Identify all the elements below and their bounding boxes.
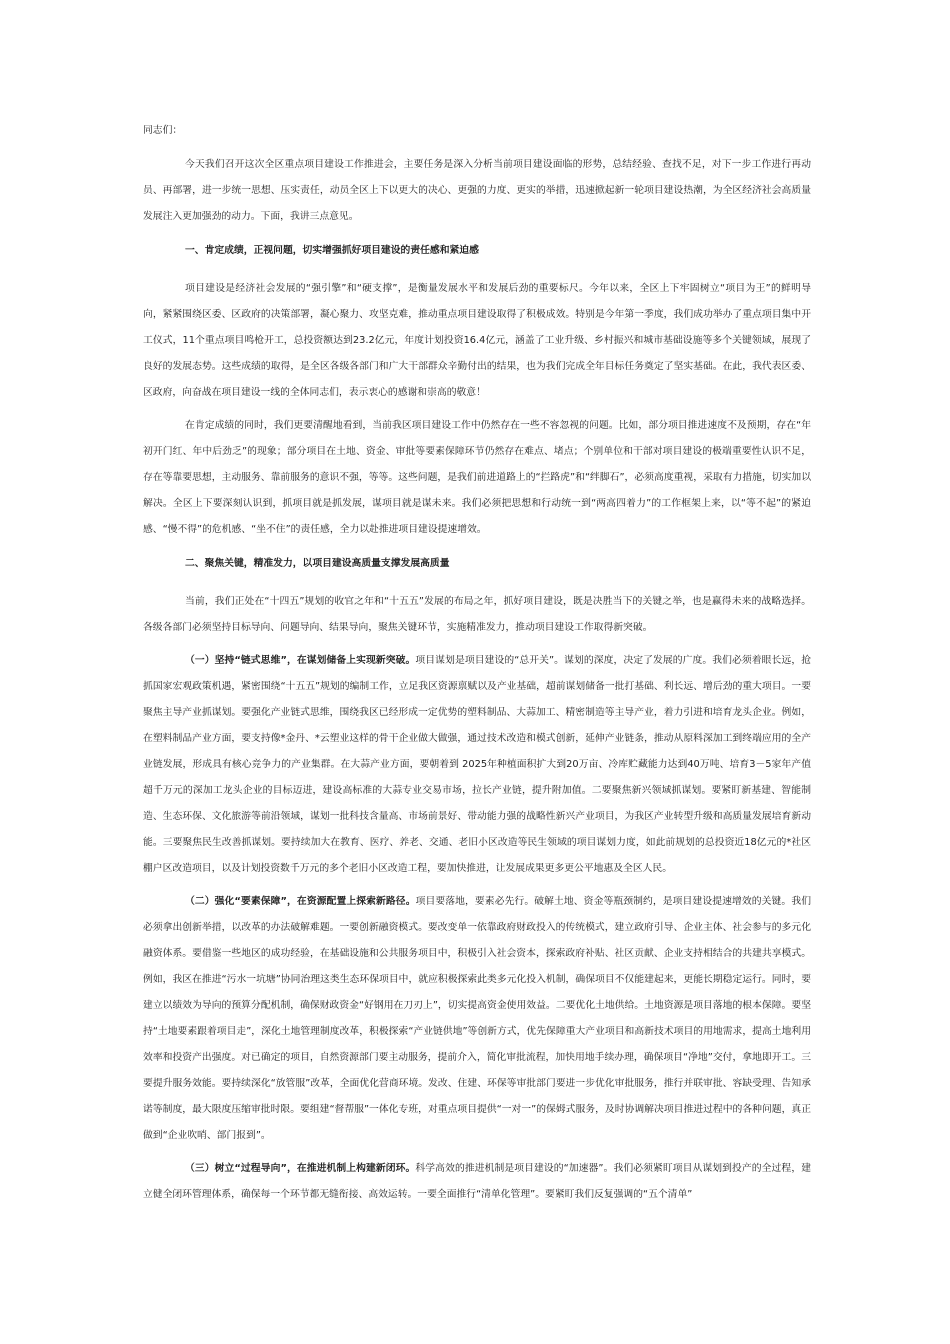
section-2-intro: 当前，我们正处在“十四五”规划的收官之年和“十五五”发展的布局之年，抓好项目建设，既是决胜当下的关键之举，也是赢得未来的战略选择。各级各部门必须坚持目标导向、问题导向、结果导向，聚焦关键环节，实施精准发力，推动项目建设工作取得新突破。: [143, 596, 811, 633]
subsection-1-lead: （一）坚持“链式思维”，在谋划储备上实现新突破。: [185, 655, 416, 666]
section-1-heading: 一、肯定成绩，正视问题，切实增强抓好项目建设的责任感和紧迫感: [185, 245, 479, 256]
section-1-paragraph-1: 项目建设是经济社会发展的“强引擎”和“硬支撑”，是衡量发展水平和发展后劲的重要标尺。今年以来，全区上下牢固树立“项目为王”的鲜明导向，紧紧围绕区委、区政府的决策部署，凝心聚力、攻坚克难，推动重点项目建设取得了积极成效。特别是今年第一季度，我们成功举办了重点项目集中开工仪式，11个重点项目鸣枪开工，总投资额达到23.2亿元，年度计划投资16.4亿元，涵盖了工业升级、乡村振兴和城市基础设施等多个关键领域，展现了良好的发展态势。这些成绩的取得，是全区各级各部门和广大干部群众辛勤付出的结果，也为我们完成全年目标任务奠定了坚实基础。在此，我代表区委、区政府，向奋战在项目建设一线的全体同志们，表示衷心的感谢和崇高的敬意！: [143, 283, 811, 398]
document-body: [143, 118, 811, 1215]
intro-paragraph: 今天我们召开这次全区重点项目建设工作推进会，主要任务是深入分析当前项目建设面临的形势，总结经验、查找不足，对下一步工作进行再动员、再部署，进一步统一思想、压实责任，动员全区上下以更大的决心、更强的力度、更实的举措，迅速掀起新一轮项目建设热潮，为全区经济社会高质量发展注入更加强劲的动力。下面，我讲三点意见。: [143, 159, 811, 222]
subsection-1-text: 项目谋划是项目建设的“总开关”。谋划的深度，决定了发展的广度。我们必须着眼长远，抢抓国家宏观政策机遇，紧密围绕“十五五”规划的编制工作，立足我区资源禀赋以及产业基础，超前谋划储备一批打基础、利长远、增后劲的重大项目。一要聚焦主导产业抓谋划。要强化产业链式思维，围绕我区已经形成一定优势的塑料制品、大蒜加工、精密制造等主导产业，着力引进和培育龙头企业。例如，在塑料制品产业方面，要支持像*金丹、*云塑业这样的骨干企业做大做强，通过技术改造和模式创新，延伸产业链条，推动从原料深加工到终端应用的全产业链发展，形成具有核心竞争力的产业集群。在大蒜产业方面，要朝着到 2025年种植面积扩大到20万亩、冷库贮藏能力达到40万吨、培育3－5家年产值超千万元的深加工龙头企业的目标迈进，建设高标准的大蒜专业交易市场，拉长产业链，提升附加值。二要聚焦新兴领域抓谋划。要紧盯新基建、智能制造、生态环保、文化旅游等前沿领域，谋划一批科技含量高、市场前景好、带动能力强的战略性新兴产业项目，为我区产业转型升级和高质量发展培育新动能。三要聚焦民生改善抓谋划。要持续加大在教育、医疗、养老、交通、老旧小区改造等民生领域的项目谋划力度，如此前规划的总投资近18亿元的*社区棚户区改造项目，以及计划投资数千万元的多个老旧小区改造工程，要加快推进，让发展成果更多更公平地惠及全区人民。: [143, 655, 811, 874]
section-2-heading: 二、聚焦关键，精准发力，以项目建设高质量支撑发展高质量: [185, 558, 450, 569]
subsection-3: [143, 1156, 811, 1208]
subsection-1: [143, 648, 811, 882]
section-1-paragraph-2: 在肯定成绩的同时，我们更要清醒地看到，当前我区项目建设工作中仍然存在一些不容忽视的问题。比如，部分项目推进速度不及预期，存在“年初开门红、年中后劲乏”的现象；部分项目在土地、资金、审批等要素保障环节仍然存在难点、堵点；个别单位和干部对项目建设的极端重要性认识不足，存在等靠要思想，主动服务、靠前服务的意识不强，等等。这些问题，是我们前进道路上的“拦路虎”和“绊脚石”，必须高度重视，采取有力措施，切实加以解决。全区上下要深刻认识到，抓项目就是抓发展，谋项目就是谋未来。我们必须把思想和行动统一到“两高四着力”的工作框架上来，以“等不起”的紧迫感、“慢不得”的危机感、“坐不住”的责任感，全力以赴推进项目建设提速增效。: [143, 420, 811, 535]
salutation: 同志们：: [143, 125, 183, 136]
subsection-3-lead: （三）树立“过程导向”，在推进机制上构建新闭环。: [185, 1163, 416, 1174]
subsection-2: [143, 889, 811, 1149]
subsection-2-text: 项目要落地，要素必先行。破解土地、资金等瓶颈制约，是项目建设提速增效的关键。我们必须拿出创新举措，以改革的办法破解难题。一要创新融资模式。要改变单一依靠政府财政投入的传统模式，建立政府引导、企业主体、社会参与的多元化融资体系。要借鉴一些地区的成功经验，在基础设施和公共服务项目中，积极引入社会资本，探索政府补贴、社区贡献、企业支持相结合的共建共享模式。例如，我区在推进“污水一坑塘”协同治理这类生态环保项目中，就应积极探索此类多元化投入机制，确保项目不仅能建起来，更能长期稳定运行。同时，要建立以绩效为导向的预算分配机制，确保财政资金“好钢用在刀刃上”，切实提高资金使用效益。二要优化土地供给。土地资源是项目落地的根本保障。要坚持“土地要素跟着项目走”，深化土地管理制度改革，积极探索“产业链供地”等创新方式，优先保障重大产业项目和高新技术项目的用地需求，提高土地利用效率和投资产出强度。对已确定的项目，自然资源部门要主动服务，提前介入，简化审批流程，加快用地手续办理，确保项目“净地”交付，拿地即开工。三要提升服务效能。要持续深化“放管服”改革，全面优化营商环境。发改、住建、环保等审批部门要进一步优化审批服务，推行并联审批、容缺受理、告知承诺等制度，最大限度压缩审批时限。要组建“督帮服”一体化专班，对重点项目提供“一对一”的保姆式服务，及时协调解决项目推进过程中的各种问题，真正做到“企业吹哨、部门报到”。: [143, 896, 811, 1141]
subsection-2-lead: （二）强化“要素保障”，在资源配置上探索新路径。: [185, 896, 416, 907]
subsection-3-text: 科学高效的推进机制是项目建设的“加速器”。我们必须紧盯项目从谋划到投产的全过程，建立健全闭环管理体系，确保每一个环节都无缝衔接、高效运转。一要全面推行“清单化管理”。要紧盯我们反复强调的“五个清单”: [143, 1163, 811, 1200]
